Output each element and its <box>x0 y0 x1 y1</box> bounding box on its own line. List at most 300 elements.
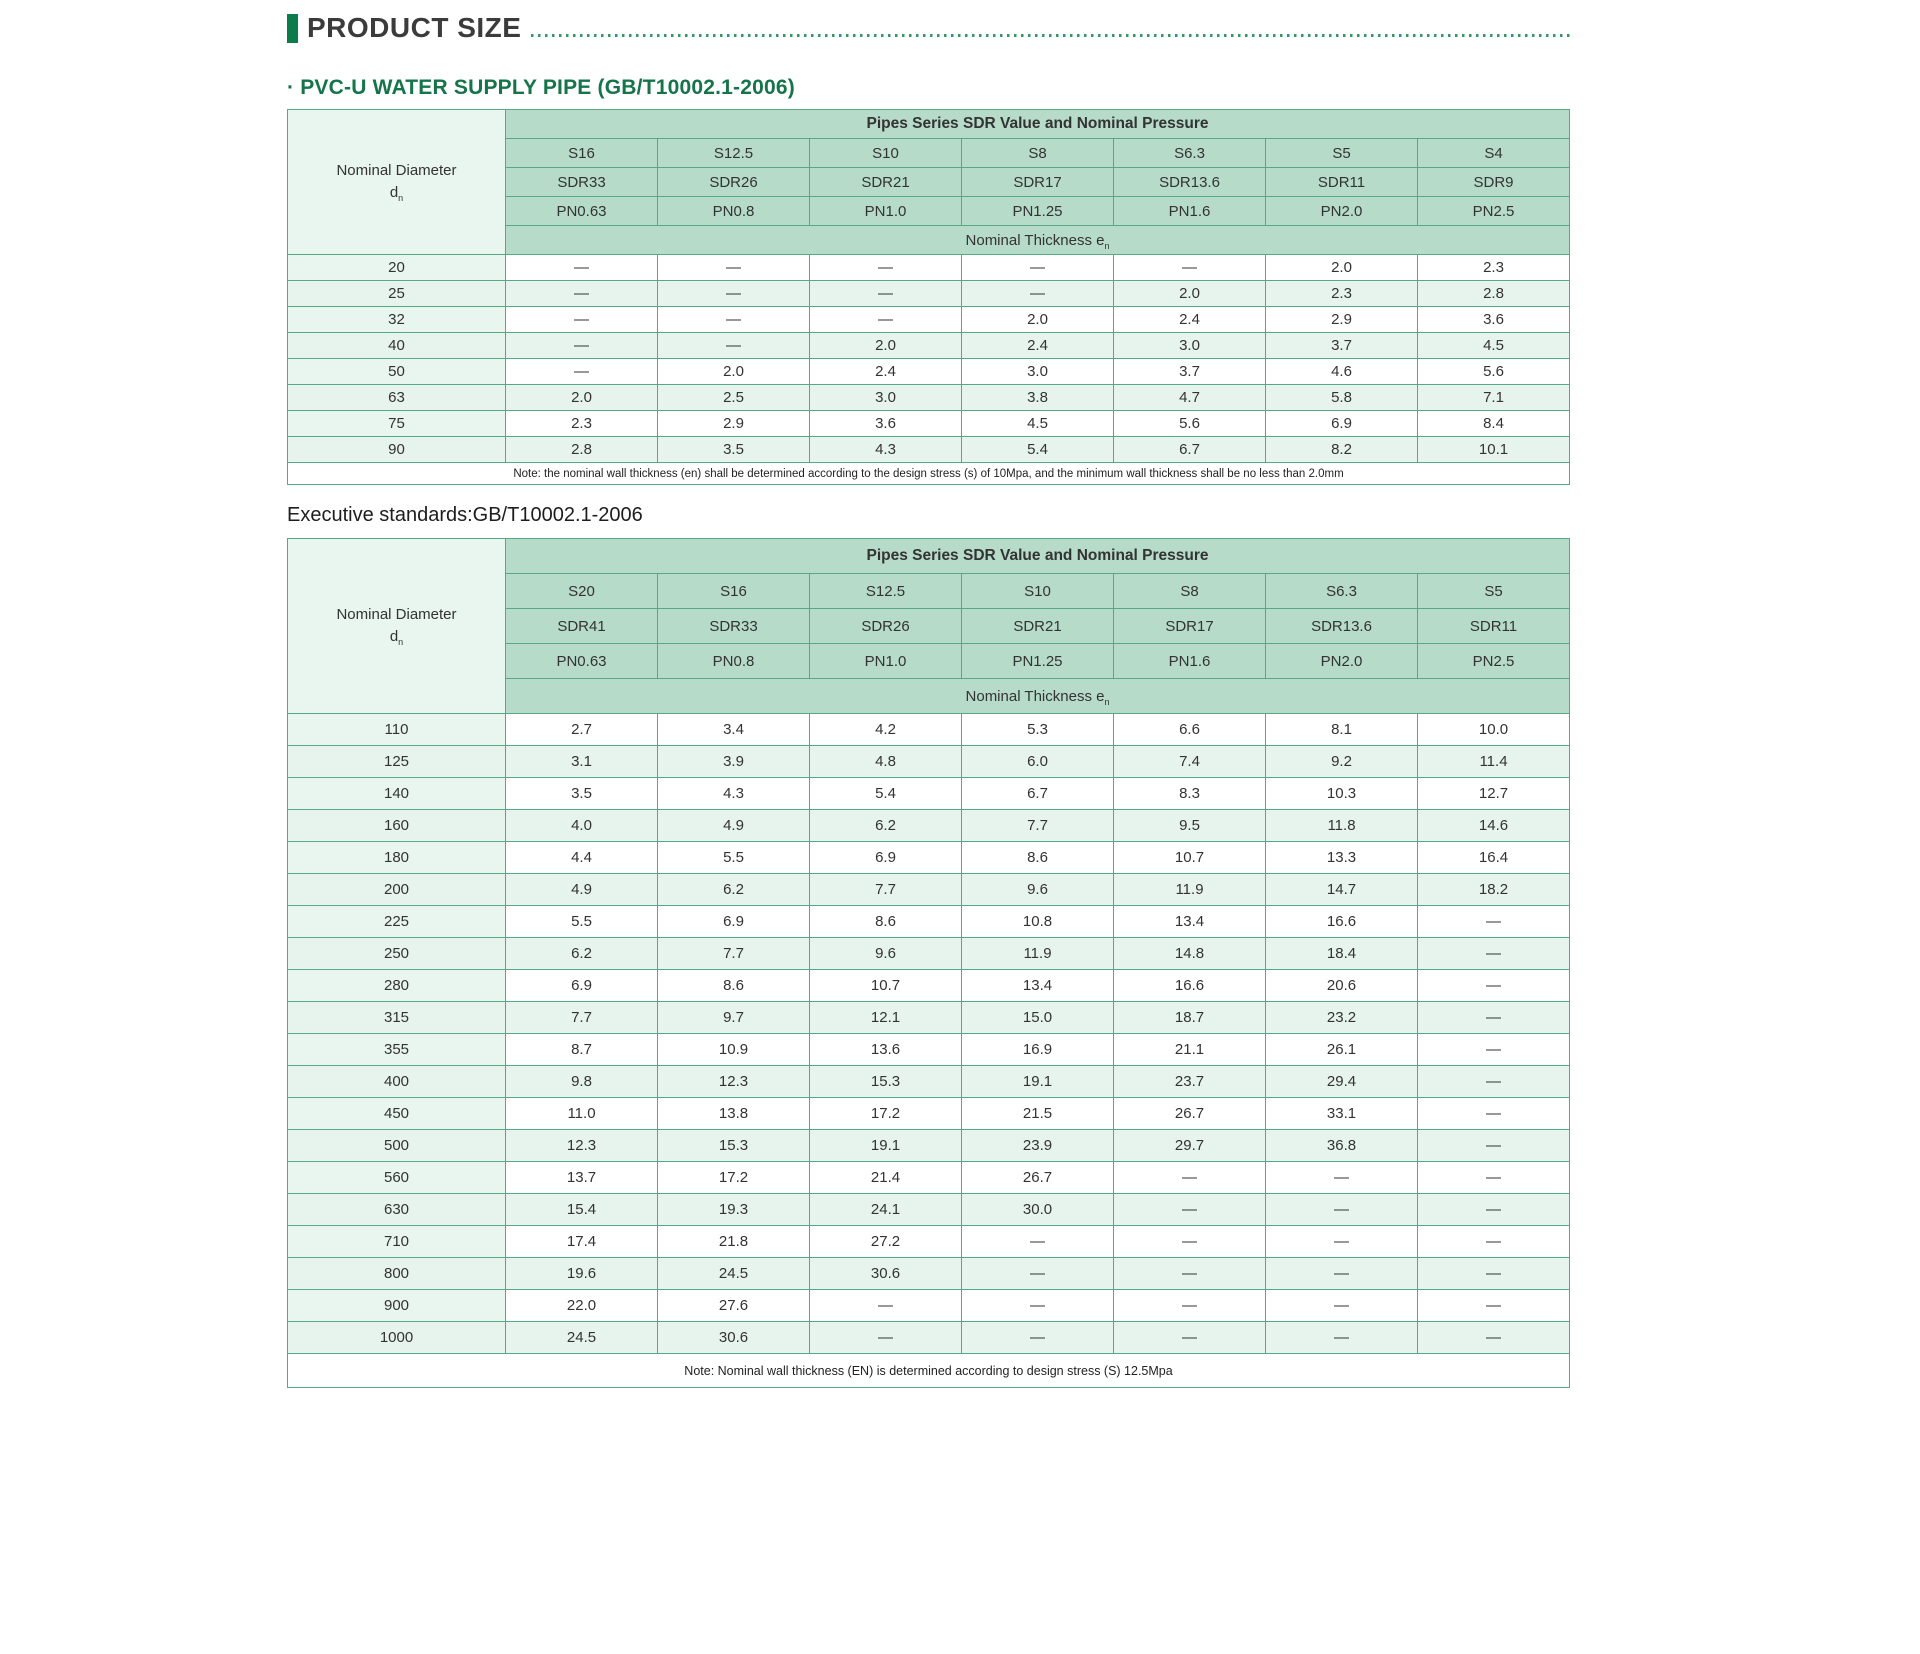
value-cell: — <box>1418 1098 1570 1130</box>
note-cell: Note: Nominal wall thickness (EN) is determined according to design stress (S) 12.5Mpa <box>288 1354 1570 1388</box>
dn-cell: 50 <box>288 359 506 385</box>
value-cell: 13.4 <box>1114 906 1266 938</box>
dotted-leader-line <box>531 34 1570 37</box>
series-cell: S16 <box>658 574 810 609</box>
table-row <box>288 810 1570 842</box>
pn-cell: PN0.63 <box>506 644 658 679</box>
value-cell: 5.5 <box>658 842 810 874</box>
value-cell: — <box>1266 1194 1418 1226</box>
value-cell: 6.6 <box>1114 714 1266 746</box>
value-cell: 2.0 <box>1266 255 1418 281</box>
table-row <box>288 281 1570 307</box>
value-cell: 19.1 <box>962 1066 1114 1098</box>
value-cell: 4.8 <box>810 746 962 778</box>
value-cell: 30.0 <box>962 1194 1114 1226</box>
value-cell: 2.5 <box>658 385 810 411</box>
value-cell: — <box>1418 1002 1570 1034</box>
value-cell: 26.7 <box>962 1162 1114 1194</box>
table-row <box>288 385 1570 411</box>
value-cell: 6.7 <box>1114 437 1266 463</box>
value-cell: — <box>962 1322 1114 1354</box>
dn-cell: 20 <box>288 255 506 281</box>
dn-cell: 32 <box>288 307 506 333</box>
value-cell: — <box>1114 1290 1266 1322</box>
value-cell: 2.3 <box>1418 255 1570 281</box>
value-cell: 16.6 <box>1114 970 1266 1002</box>
value-cell: — <box>962 1226 1114 1258</box>
value-cell: 8.1 <box>1266 714 1418 746</box>
value-cell: — <box>1114 1194 1266 1226</box>
value-cell: 10.1 <box>1418 437 1570 463</box>
section-title: PRODUCT SIZE <box>307 12 522 43</box>
thickness-label: Nominal Thickness e <box>965 231 1105 249</box>
value-cell: — <box>1418 970 1570 1002</box>
table-row <box>288 906 1570 938</box>
dn-cell: 180 <box>288 842 506 874</box>
value-cell: — <box>962 281 1114 307</box>
pipe-size-table-2 <box>287 538 1570 1388</box>
pn-cell: PN0.8 <box>658 644 810 679</box>
group-header-cell: Pipes Series SDR Value and Nominal Pressure <box>506 110 1570 139</box>
value-cell: — <box>1266 1162 1418 1194</box>
value-cell: 6.9 <box>810 842 962 874</box>
value-cell: 6.9 <box>1266 411 1418 437</box>
value-cell: 11.8 <box>1266 810 1418 842</box>
table-row <box>288 1002 1570 1034</box>
value-cell: 6.0 <box>962 746 1114 778</box>
table-row <box>288 1034 1570 1066</box>
value-cell: 9.6 <box>962 874 1114 906</box>
value-cell: — <box>506 255 658 281</box>
value-cell: 5.5 <box>506 906 658 938</box>
value-cell: — <box>810 307 962 333</box>
value-cell: 7.7 <box>658 938 810 970</box>
note-cell: Note: the nominal wall thickness (en) shall be determined according to the design stress (s) of 10Mpa, and the minimum wall thickness shall be no less than 2.0mm <box>288 463 1570 485</box>
value-cell: 29.4 <box>1266 1066 1418 1098</box>
section-header <box>287 8 1570 48</box>
value-cell: — <box>658 255 810 281</box>
value-cell: 19.6 <box>506 1258 658 1290</box>
pn-cell: PN2.0 <box>1266 644 1418 679</box>
pn-cell: PN1.0 <box>810 197 962 226</box>
value-cell: 4.3 <box>658 778 810 810</box>
corner-label-line2 <box>292 626 501 649</box>
value-cell: — <box>658 333 810 359</box>
value-cell: 16.9 <box>962 1034 1114 1066</box>
value-cell: 3.6 <box>1418 307 1570 333</box>
value-cell: — <box>1418 1130 1570 1162</box>
value-cell: 5.6 <box>1418 359 1570 385</box>
value-cell: 14.7 <box>1266 874 1418 906</box>
table-row <box>288 714 1570 746</box>
value-cell: 9.8 <box>506 1066 658 1098</box>
table-row <box>288 255 1570 281</box>
pn-cell: PN2.0 <box>1266 197 1418 226</box>
value-cell: 8.3 <box>1114 778 1266 810</box>
value-cell: 9.5 <box>1114 810 1266 842</box>
thickness-header-cell <box>506 679 1570 714</box>
series-cell: S6.3 <box>1266 574 1418 609</box>
dn-cell: 125 <box>288 746 506 778</box>
value-cell: 9.6 <box>810 938 962 970</box>
dn-cell: 63 <box>288 385 506 411</box>
value-cell: 8.2 <box>1266 437 1418 463</box>
value-cell: 26.1 <box>1266 1034 1418 1066</box>
corner-symbol: d <box>389 628 399 645</box>
value-cell: 36.8 <box>1266 1130 1418 1162</box>
value-cell: 15.4 <box>506 1194 658 1226</box>
value-cell: 2.3 <box>506 411 658 437</box>
value-cell: 2.4 <box>810 359 962 385</box>
sdr-cell: SDR11 <box>1266 168 1418 197</box>
value-cell: 21.8 <box>658 1226 810 1258</box>
note-row <box>288 463 1570 485</box>
value-cell: 18.2 <box>1418 874 1570 906</box>
value-cell: — <box>810 281 962 307</box>
value-cell: 4.2 <box>810 714 962 746</box>
series-cell: S5 <box>1266 139 1418 168</box>
value-cell: — <box>658 307 810 333</box>
sdr-cell: SDR21 <box>810 168 962 197</box>
value-cell: 10.9 <box>658 1034 810 1066</box>
value-cell: 24.5 <box>658 1258 810 1290</box>
value-cell: — <box>506 281 658 307</box>
pn-cell: PN1.6 <box>1114 197 1266 226</box>
value-cell: 21.5 <box>962 1098 1114 1130</box>
value-cell: 3.5 <box>658 437 810 463</box>
value-cell: 11.9 <box>1114 874 1266 906</box>
corner-label-line1: Nominal Diameter <box>336 161 457 179</box>
dn-cell: 900 <box>288 1290 506 1322</box>
value-cell: 7.1 <box>1418 385 1570 411</box>
dn-cell: 75 <box>288 411 506 437</box>
value-cell: 13.6 <box>810 1034 962 1066</box>
value-cell: — <box>658 281 810 307</box>
value-cell: 4.4 <box>506 842 658 874</box>
dn-cell: 160 <box>288 810 506 842</box>
series-cell: S12.5 <box>810 574 962 609</box>
value-cell: 2.0 <box>658 359 810 385</box>
table-row <box>288 333 1570 359</box>
value-cell: 19.3 <box>658 1194 810 1226</box>
value-cell: 27.6 <box>658 1290 810 1322</box>
table-row <box>288 411 1570 437</box>
series-cell: S10 <box>962 574 1114 609</box>
value-cell: 9.7 <box>658 1002 810 1034</box>
note-row <box>288 1354 1570 1388</box>
value-cell: 13.8 <box>658 1098 810 1130</box>
value-cell: — <box>1418 1258 1570 1290</box>
value-cell: 2.9 <box>658 411 810 437</box>
value-cell: 2.3 <box>1266 281 1418 307</box>
value-cell: 10.8 <box>962 906 1114 938</box>
value-cell: 4.7 <box>1114 385 1266 411</box>
value-cell: 8.4 <box>1418 411 1570 437</box>
pipe-size-table-1 <box>287 109 1570 485</box>
table-row <box>288 1066 1570 1098</box>
table-row <box>288 437 1570 463</box>
table-row <box>288 1194 1570 1226</box>
series-cell: S16 <box>506 139 658 168</box>
value-cell: 19.1 <box>810 1130 962 1162</box>
executive-standards-text: Executive standards:GB/T10002.1-2006 <box>287 504 643 526</box>
value-cell: — <box>506 333 658 359</box>
dn-cell: 710 <box>288 1226 506 1258</box>
value-cell: — <box>1266 1226 1418 1258</box>
thickness-subscript: n <box>1104 240 1110 251</box>
value-cell: 2.0 <box>1114 281 1266 307</box>
pn-cell: PN2.5 <box>1418 644 1570 679</box>
pn-cell: PN2.5 <box>1418 197 1570 226</box>
value-cell: 7.7 <box>810 874 962 906</box>
sdr-cell: SDR33 <box>658 609 810 644</box>
value-cell: — <box>810 255 962 281</box>
sdr-cell: SDR26 <box>658 168 810 197</box>
value-cell: — <box>962 255 1114 281</box>
value-cell: 12.7 <box>1418 778 1570 810</box>
series-cell: S5 <box>1418 574 1570 609</box>
table-row <box>288 842 1570 874</box>
value-cell: 2.0 <box>962 307 1114 333</box>
pn-cell: PN1.6 <box>1114 644 1266 679</box>
series-cell: S8 <box>962 139 1114 168</box>
table-row <box>288 1226 1570 1258</box>
value-cell: — <box>1114 1322 1266 1354</box>
value-cell: — <box>1266 1322 1418 1354</box>
table-row <box>288 359 1570 385</box>
dn-cell: 500 <box>288 1130 506 1162</box>
value-cell: 2.4 <box>962 333 1114 359</box>
value-cell: 15.3 <box>810 1066 962 1098</box>
dn-cell: 630 <box>288 1194 506 1226</box>
value-cell: 14.6 <box>1418 810 1570 842</box>
value-cell: 4.6 <box>1266 359 1418 385</box>
value-cell: — <box>1418 1162 1570 1194</box>
value-cell: 23.2 <box>1266 1002 1418 1034</box>
value-cell: 3.7 <box>1114 359 1266 385</box>
value-cell: — <box>810 1322 962 1354</box>
product-subtitle: · PVC-U WATER SUPPLY PIPE (GB/T10002.1-2006) <box>287 76 795 99</box>
value-cell: 4.3 <box>810 437 962 463</box>
value-cell: 2.8 <box>1418 281 1570 307</box>
value-cell: 8.6 <box>658 970 810 1002</box>
value-cell: 10.7 <box>810 970 962 1002</box>
value-cell: — <box>1114 1162 1266 1194</box>
dn-cell: 400 <box>288 1066 506 1098</box>
value-cell: 2.0 <box>810 333 962 359</box>
value-cell: — <box>1418 1290 1570 1322</box>
value-cell: 27.2 <box>810 1226 962 1258</box>
content-area <box>287 8 1570 1388</box>
sdr-cell: SDR17 <box>1114 609 1266 644</box>
value-cell: 26.7 <box>1114 1098 1266 1130</box>
value-cell: — <box>1114 255 1266 281</box>
table-row <box>288 874 1570 906</box>
corner-symbol: d <box>389 184 399 201</box>
value-cell: 11.0 <box>506 1098 658 1130</box>
series-cell: S10 <box>810 139 962 168</box>
pn-cell: PN1.0 <box>810 644 962 679</box>
dn-cell: 560 <box>288 1162 506 1194</box>
value-cell: 11.9 <box>962 938 1114 970</box>
value-cell: — <box>1418 1066 1570 1098</box>
sdr-cell: SDR33 <box>506 168 658 197</box>
value-cell: 8.7 <box>506 1034 658 1066</box>
value-cell: 6.2 <box>506 938 658 970</box>
header-row-group <box>288 110 1570 139</box>
value-cell: 5.3 <box>962 714 1114 746</box>
group-header-cell: Pipes Series SDR Value and Nominal Pressure <box>506 539 1570 574</box>
sdr-cell: SDR9 <box>1418 168 1570 197</box>
value-cell: 18.7 <box>1114 1002 1266 1034</box>
value-cell: 15.0 <box>962 1002 1114 1034</box>
dn-cell: 355 <box>288 1034 506 1066</box>
value-cell: 13.3 <box>1266 842 1418 874</box>
series-cell: S4 <box>1418 139 1570 168</box>
corner-subscript: n <box>398 193 404 203</box>
value-cell: 6.2 <box>658 874 810 906</box>
dn-cell: 250 <box>288 938 506 970</box>
table-row <box>288 1098 1570 1130</box>
value-cell: 2.0 <box>506 385 658 411</box>
corner-cell <box>288 110 506 255</box>
value-cell: — <box>1418 1226 1570 1258</box>
corner-cell <box>288 539 506 714</box>
value-cell: — <box>506 307 658 333</box>
value-cell: 12.1 <box>810 1002 962 1034</box>
sdr-cell: SDR21 <box>962 609 1114 644</box>
value-cell: 24.5 <box>506 1322 658 1354</box>
table-row <box>288 938 1570 970</box>
value-cell: — <box>1418 906 1570 938</box>
value-cell: 3.8 <box>962 385 1114 411</box>
value-cell: 20.6 <box>1266 970 1418 1002</box>
value-cell: 23.7 <box>1114 1066 1266 1098</box>
value-cell: 4.0 <box>506 810 658 842</box>
pn-cell: PN1.25 <box>962 197 1114 226</box>
value-cell: 5.4 <box>962 437 1114 463</box>
thickness-subscript: n <box>1104 696 1110 707</box>
value-cell: 8.6 <box>810 906 962 938</box>
table-row <box>288 1130 1570 1162</box>
dn-cell: 315 <box>288 1002 506 1034</box>
dn-cell: 90 <box>288 437 506 463</box>
value-cell: 3.7 <box>1266 333 1418 359</box>
value-cell: 18.4 <box>1266 938 1418 970</box>
value-cell: 30.6 <box>658 1322 810 1354</box>
value-cell: — <box>962 1290 1114 1322</box>
value-cell: 8.6 <box>962 842 1114 874</box>
value-cell: 3.9 <box>658 746 810 778</box>
value-cell: 30.6 <box>810 1258 962 1290</box>
value-cell: 21.1 <box>1114 1034 1266 1066</box>
value-cell: 6.7 <box>962 778 1114 810</box>
sdr-cell: SDR11 <box>1418 609 1570 644</box>
value-cell: — <box>1418 1194 1570 1226</box>
value-cell: 17.4 <box>506 1226 658 1258</box>
table-row <box>288 1290 1570 1322</box>
value-cell: 7.4 <box>1114 746 1266 778</box>
table-row <box>288 1162 1570 1194</box>
value-cell: — <box>1418 1034 1570 1066</box>
dn-cell: 110 <box>288 714 506 746</box>
sdr-cell: SDR41 <box>506 609 658 644</box>
value-cell: 29.7 <box>1114 1130 1266 1162</box>
value-cell: 12.3 <box>506 1130 658 1162</box>
header-row-group <box>288 539 1570 574</box>
value-cell: 2.4 <box>1114 307 1266 333</box>
sdr-cell: SDR17 <box>962 168 1114 197</box>
sdr-cell: SDR26 <box>810 609 962 644</box>
value-cell: 5.6 <box>1114 411 1266 437</box>
corner-label-line2 <box>292 182 501 205</box>
value-cell: 14.8 <box>1114 938 1266 970</box>
dn-cell: 200 <box>288 874 506 906</box>
value-cell: 10.3 <box>1266 778 1418 810</box>
pn-cell: PN0.63 <box>506 197 658 226</box>
table-row <box>288 778 1570 810</box>
value-cell: 3.6 <box>810 411 962 437</box>
value-cell: — <box>1114 1226 1266 1258</box>
value-cell: 4.9 <box>658 810 810 842</box>
value-cell: 5.8 <box>1266 385 1418 411</box>
value-cell: — <box>1418 1322 1570 1354</box>
value-cell: — <box>1418 938 1570 970</box>
table-row <box>288 970 1570 1002</box>
value-cell: 21.4 <box>810 1162 962 1194</box>
value-cell: 4.5 <box>962 411 1114 437</box>
value-cell: 3.0 <box>810 385 962 411</box>
value-cell: — <box>506 359 658 385</box>
value-cell: — <box>1114 1258 1266 1290</box>
value-cell: — <box>1266 1258 1418 1290</box>
value-cell: 3.1 <box>506 746 658 778</box>
value-cell: 3.0 <box>962 359 1114 385</box>
value-cell: — <box>962 1258 1114 1290</box>
sdr-cell: SDR13.6 <box>1114 168 1266 197</box>
value-cell: 16.6 <box>1266 906 1418 938</box>
corner-subscript: n <box>398 637 404 647</box>
value-cell: 5.4 <box>810 778 962 810</box>
pn-cell: PN1.25 <box>962 644 1114 679</box>
value-cell: 3.0 <box>1114 333 1266 359</box>
value-cell: 3.5 <box>506 778 658 810</box>
value-cell: 2.9 <box>1266 307 1418 333</box>
accent-bar <box>287 14 298 43</box>
value-cell: 17.2 <box>658 1162 810 1194</box>
series-cell: S20 <box>506 574 658 609</box>
value-cell: 2.8 <box>506 437 658 463</box>
value-cell: 9.2 <box>1266 746 1418 778</box>
value-cell: 33.1 <box>1266 1098 1418 1130</box>
dn-cell: 280 <box>288 970 506 1002</box>
dn-cell: 450 <box>288 1098 506 1130</box>
dn-cell: 1000 <box>288 1322 506 1354</box>
thickness-label: Nominal Thickness e <box>965 687 1105 705</box>
series-cell: S6.3 <box>1114 139 1266 168</box>
value-cell: — <box>1266 1290 1418 1322</box>
value-cell: 2.7 <box>506 714 658 746</box>
value-cell: 23.9 <box>962 1130 1114 1162</box>
value-cell: 13.4 <box>962 970 1114 1002</box>
value-cell: 10.7 <box>1114 842 1266 874</box>
dn-cell: 40 <box>288 333 506 359</box>
dn-cell: 140 <box>288 778 506 810</box>
value-cell: 11.4 <box>1418 746 1570 778</box>
table-row <box>288 1258 1570 1290</box>
value-cell: 6.9 <box>658 906 810 938</box>
pn-cell: PN0.8 <box>658 197 810 226</box>
